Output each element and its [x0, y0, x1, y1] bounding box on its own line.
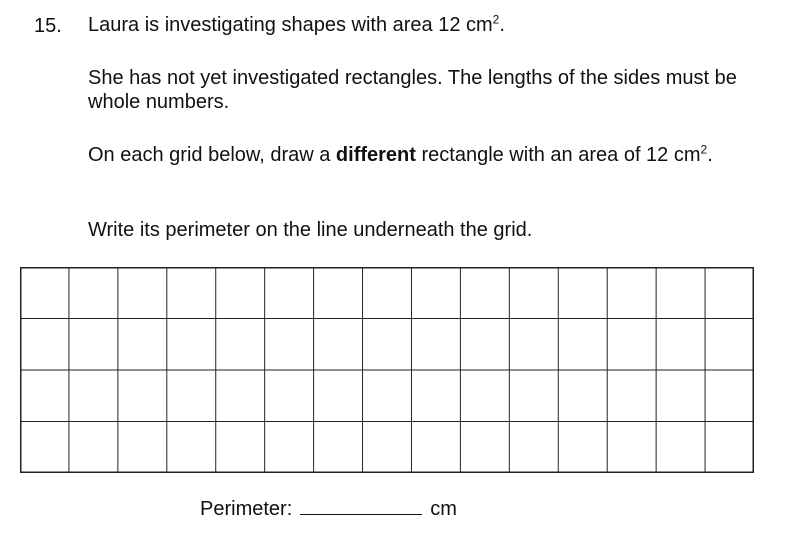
question-paragraph-4: Write its perimeter on the line underneath the grid.	[88, 219, 533, 241]
question-intro	[88, 13, 758, 37]
perimeter-answer-line	[200, 496, 457, 521]
question-paragraph-3	[88, 143, 758, 167]
para3-before: On each grid below, draw a	[88, 144, 336, 166]
para3-superscript: 2	[700, 142, 708, 157]
para3-after: rectangle with an area of 12 cm	[415, 144, 701, 166]
intro-superscript: 2	[492, 12, 500, 27]
para3-bold: different	[335, 144, 416, 166]
para3-end: .	[707, 144, 713, 166]
question-paragraph-2: She has not yet investigated rectangles. The lengths of the sides must be whole numbers.	[88, 67, 737, 113]
intro-end: .	[499, 14, 505, 36]
perimeter-answer-blank[interactable]	[300, 496, 422, 515]
perimeter-label: Perimeter:	[200, 498, 293, 520]
intro-text: Laura is investigating shapes with area 12 cm	[88, 14, 493, 36]
perimeter-unit: cm	[430, 498, 457, 520]
drawing-grid[interactable]	[20, 267, 754, 473]
question-number: 15.	[34, 15, 62, 37]
